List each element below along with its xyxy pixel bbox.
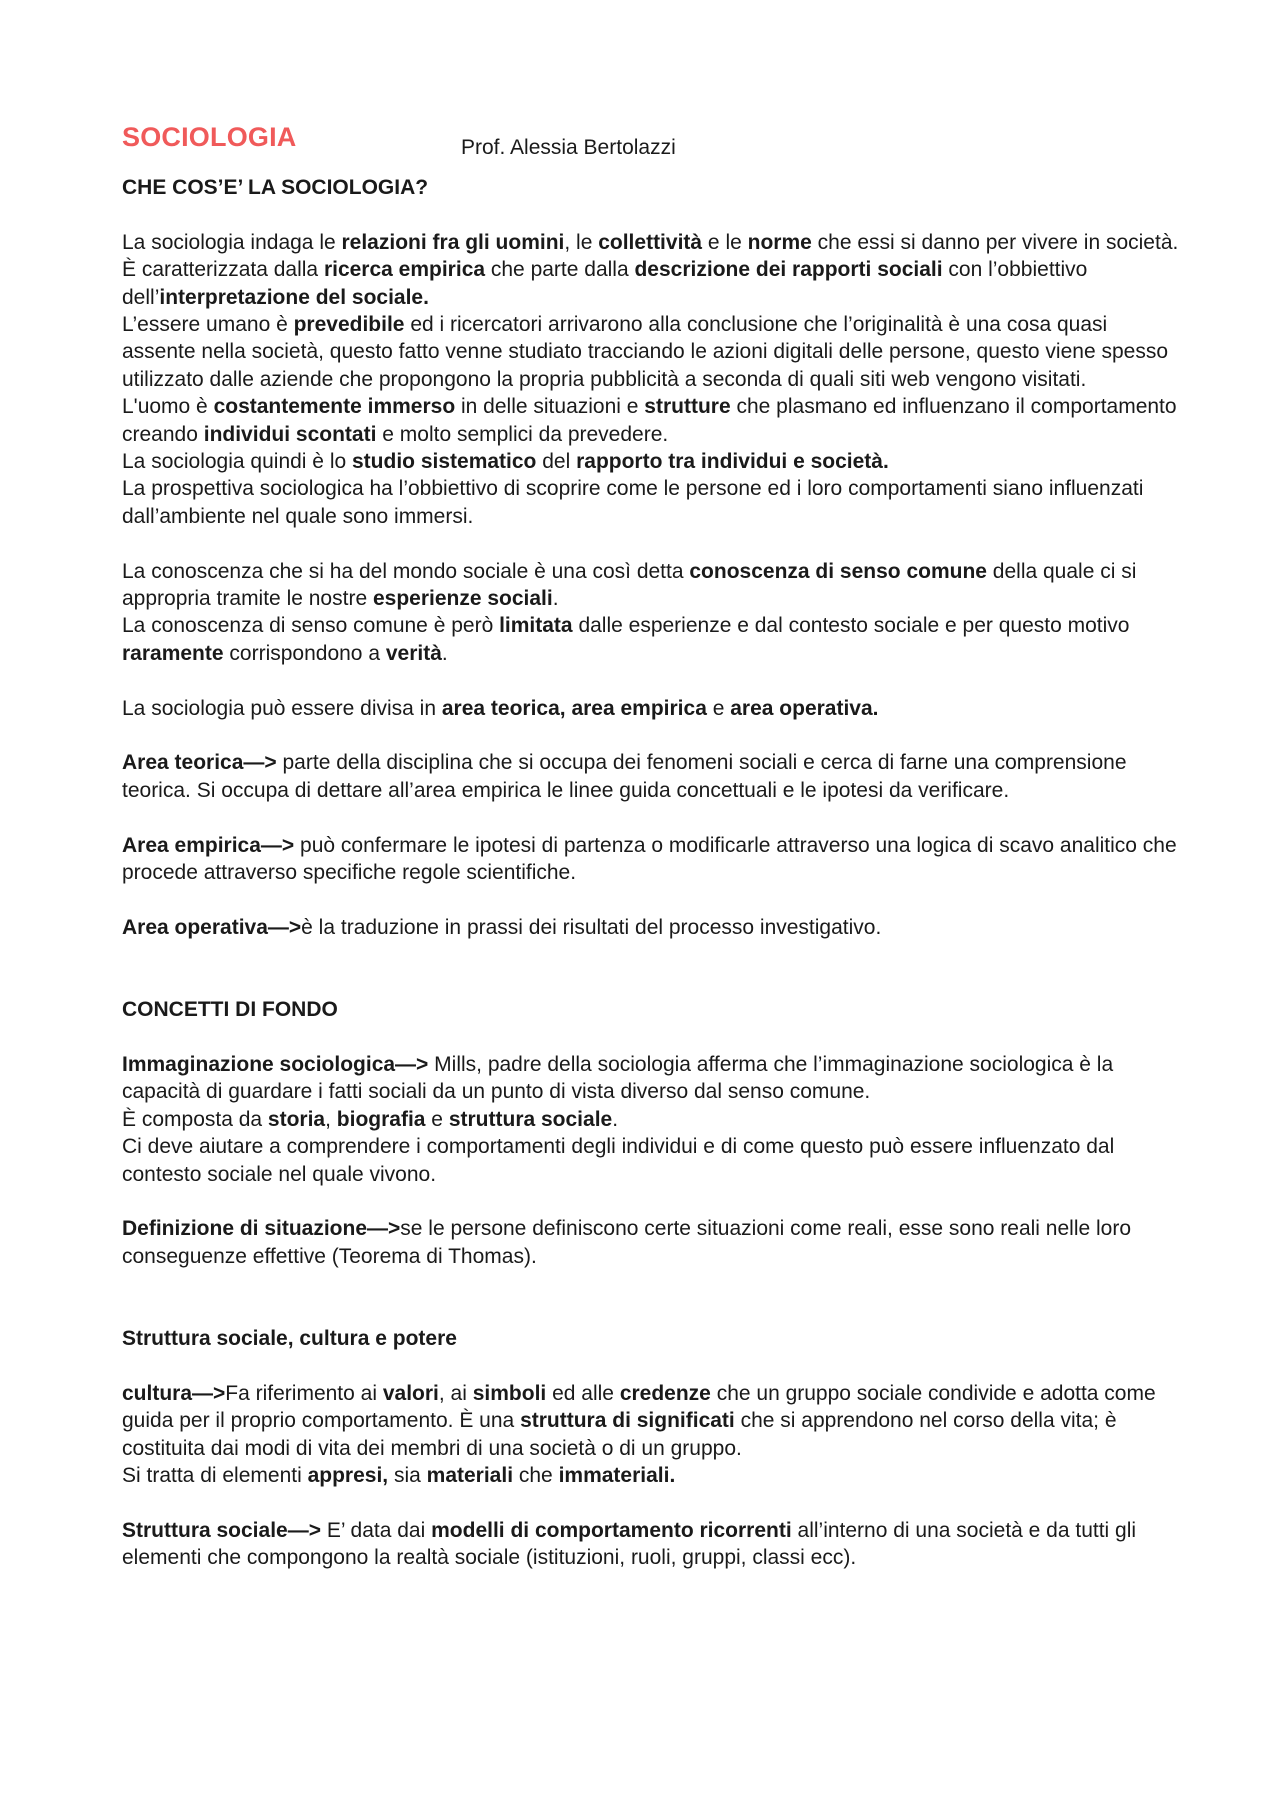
section-struttura	[122, 1325, 1182, 1572]
bold-term: norme	[747, 230, 812, 254]
bold-term: immateriali.	[558, 1463, 676, 1487]
bold-term: limitata	[499, 614, 573, 638]
bold-term: simboli	[472, 1381, 547, 1405]
text-run: E’ data dai	[320, 1518, 432, 1542]
text-run: in delle situazioni e	[455, 395, 645, 419]
document-title: SOCIOLOGIA	[122, 122, 297, 152]
paragraph-spacer	[122, 722, 1182, 749]
text-run: ,	[325, 1107, 337, 1131]
text-run: ed alle	[546, 1381, 620, 1405]
bold-term: struttura di significati	[520, 1409, 735, 1433]
text-line	[122, 1051, 1182, 1106]
bold-term: collettività	[598, 230, 703, 254]
paragraph	[122, 1380, 1182, 1490]
paragraph	[122, 832, 1182, 887]
bold-term: prevedibile	[293, 313, 405, 337]
text-line	[122, 1517, 1182, 1572]
paragraph-spacer	[122, 886, 1182, 913]
document-body	[122, 174, 1182, 1572]
text-run: che un gruppo sociale condivide e adotta come guida per il proprio comportamento. È una	[122, 1381, 1156, 1433]
paragraph-spacer	[122, 1489, 1182, 1516]
paragraph	[122, 1517, 1182, 1572]
section-spacer	[122, 941, 1182, 996]
bold-term: Area operativa—>	[122, 915, 302, 939]
text-line	[122, 256, 1182, 311]
bold-term: interpretazione del sociale.	[159, 285, 429, 309]
paragraph	[122, 1215, 1182, 1270]
bold-term: relazioni fra gli uomini	[341, 230, 565, 254]
author-name: Prof. Alessia Bertolazzi	[461, 136, 676, 159]
document-page	[122, 124, 1182, 1572]
bold-term: verità	[385, 641, 442, 665]
text-run: se le persone definiscono certe situazioni come reali, esse sono reali nelle loro conseguenze effettive (Teorema di Thomas).	[122, 1217, 1132, 1268]
text-run: È composta da	[122, 1107, 268, 1131]
text-run: dalle esperienze e dal contesto sociale e per questo motivo	[572, 614, 1130, 638]
text-line	[122, 1462, 1182, 1489]
bold-term: struttura sociale	[448, 1107, 613, 1131]
text-line	[122, 1380, 1182, 1462]
bold-term: valori	[382, 1381, 439, 1405]
text-run: Si tratta di elementi	[122, 1463, 308, 1487]
paragraph-spacer	[122, 667, 1182, 694]
text-run: che essi si danno per vivere in società.	[811, 230, 1179, 254]
paragraph-spacer	[122, 1188, 1182, 1215]
section-intro	[122, 174, 1182, 941]
text-run: del	[536, 450, 577, 474]
bold-term: strutture	[644, 395, 731, 419]
text-run: e	[425, 1107, 449, 1131]
text-line	[122, 695, 1182, 722]
bold-term: Immaginazione sociologica—>	[122, 1052, 429, 1076]
text-run: È caratterizzata dalla	[122, 258, 324, 282]
bold-term: esperienze sociali	[372, 587, 553, 611]
bold-term: Area empirica—>	[122, 833, 295, 857]
text-line	[122, 1133, 1182, 1188]
text-run: parte della disciplina che si occupa dei fenomeni sociali e cerca di farne una comprensione teorica. Si occupa di dettare all’area empirica le linee guida concettuali e le ipotesi da verificare.	[122, 751, 1127, 802]
text-run: ed i ricercatori arrivarono alla conclusione che l’originalità è una cosa quasi assente nella società, questo fatto venne studiato tracciando le azioni digitali delle persone, questo viene spesso utilizzato dalle aziende che propongono la propria pubblicità a seconda di quali siti web vengono visitati.	[122, 313, 1169, 391]
text-line	[122, 311, 1182, 393]
paragraph-spacer	[122, 201, 1182, 228]
text-line	[122, 475, 1182, 530]
text-run: La sociologia quindi è lo	[122, 450, 352, 474]
text-line	[122, 448, 1182, 475]
text-run: può confermare le ipotesi di partenza o modificarle attraverso una logica di scavo analitico che procede attraverso specifiche regole scientifiche.	[122, 833, 1177, 885]
paragraph	[122, 749, 1182, 804]
text-run: della quale ci si appropria tramite le nostre	[122, 559, 1137, 611]
bold-term: credenze	[619, 1381, 711, 1405]
text-run: La prospettiva sociologica ha l’obbiettivo di scoprire come le persone ed i loro comportamenti siano influenzati dall’ambiente nel quale sono immersi.	[122, 477, 1144, 528]
text-run: con l’obbiettivo dell’	[122, 258, 1088, 309]
text-line	[122, 749, 1182, 804]
bold-term: biografia	[336, 1107, 426, 1131]
text-run: .	[552, 587, 559, 611]
text-line	[122, 1215, 1182, 1270]
bold-term: area operativa.	[730, 696, 879, 720]
bold-term: storia	[267, 1107, 326, 1131]
text-run: che parte dalla	[485, 258, 635, 282]
text-line	[122, 914, 1182, 941]
paragraph-spacer	[122, 1023, 1182, 1050]
text-run: La conoscenza che si ha del mondo sociale è una così detta	[122, 559, 690, 583]
text-run: Ci deve aiutare a comprendere i comportamenti degli individui e di come questo può essere influenzato dal contesto sociale nel quale vivono.	[122, 1135, 1115, 1186]
paragraph-spacer	[122, 1352, 1182, 1379]
bold-term: cultura—>	[122, 1381, 226, 1405]
text-run: Mills, padre della sociologia afferma che l’immaginazione sociologica è la capacità di guardare i fatti sociali da un punto di vista diverso dal senso comune.	[122, 1052, 1114, 1104]
text-run: e	[706, 696, 731, 720]
paragraph-spacer	[122, 530, 1182, 557]
paragraph-spacer	[122, 804, 1182, 831]
text-run: L’essere umano è	[122, 313, 294, 337]
text-line	[122, 1106, 1182, 1133]
text-run: .	[612, 1107, 619, 1131]
paragraph	[122, 695, 1182, 722]
text-run: La sociologia indaga le	[122, 230, 342, 254]
bold-term: individui scontati	[203, 422, 377, 446]
section-heading: CONCETTI DI FONDO	[122, 998, 338, 1022]
text-run: è la traduzione in prassi dei risultati del processo investigativo.	[301, 915, 882, 939]
bold-term: area teorica, area empirica	[441, 696, 707, 720]
text-line	[122, 558, 1182, 613]
text-line	[122, 393, 1182, 448]
bold-term: Area teorica—>	[122, 751, 277, 775]
section-concetti	[122, 996, 1182, 1270]
bold-term: ricerca empirica	[323, 258, 486, 282]
bold-term: costantemente immerso	[213, 395, 456, 419]
section-spacer	[122, 1270, 1182, 1325]
text-run: Fa riferimento ai	[225, 1381, 383, 1405]
text-run: .	[441, 641, 448, 665]
text-run: sia	[388, 1463, 427, 1487]
text-run: , ai	[438, 1381, 473, 1405]
text-run: e molto semplici da prevedere.	[376, 422, 669, 446]
paragraph	[122, 558, 1182, 668]
text-run: La conoscenza di senso comune è però	[122, 614, 500, 638]
paragraph	[122, 229, 1182, 530]
document-header	[122, 124, 1182, 164]
text-line	[122, 612, 1182, 667]
text-run: che si apprendono nel corso della vita; è costituita dai modi di vita dei membri di una società o di un gruppo.	[122, 1409, 1117, 1460]
text-run: , le	[564, 230, 599, 254]
text-run: La sociologia può essere divisa in	[122, 696, 442, 720]
bold-term: descrizione dei rapporti sociali	[634, 258, 943, 282]
text-line	[122, 832, 1182, 887]
bold-term: studio sistematico	[352, 450, 537, 474]
bold-term: materiali	[426, 1463, 514, 1487]
section-heading: Struttura sociale, cultura e potere	[122, 1326, 457, 1350]
bold-term: rapporto tra individui e società.	[576, 450, 889, 474]
text-run: L'uomo è	[122, 395, 214, 419]
paragraph	[122, 914, 1182, 941]
bold-term: Struttura sociale—>	[122, 1518, 321, 1542]
text-line	[122, 229, 1182, 256]
bold-term: appresi,	[307, 1463, 389, 1487]
text-run: e le	[702, 230, 748, 254]
paragraph	[122, 1051, 1182, 1188]
bold-term: Definizione di situazione—>	[122, 1217, 401, 1241]
text-run: che	[513, 1463, 559, 1487]
bold-term: conoscenza di senso comune	[689, 559, 987, 583]
text-run: che plasmano ed influenzano il comportamento creando	[122, 395, 1177, 446]
bold-term: raramente	[122, 641, 224, 665]
text-run: corrispondono a	[223, 641, 386, 665]
text-run: all’interno di una società e da tutti gli elementi che compongono la realtà sociale (istituzioni, ruoli, gruppi, classi ecc).	[122, 1518, 1137, 1570]
bold-term: modelli di comportamento ricorrenti	[431, 1518, 792, 1542]
section-heading: CHE COS’E’ LA SOCIOLOGIA?	[122, 176, 429, 199]
